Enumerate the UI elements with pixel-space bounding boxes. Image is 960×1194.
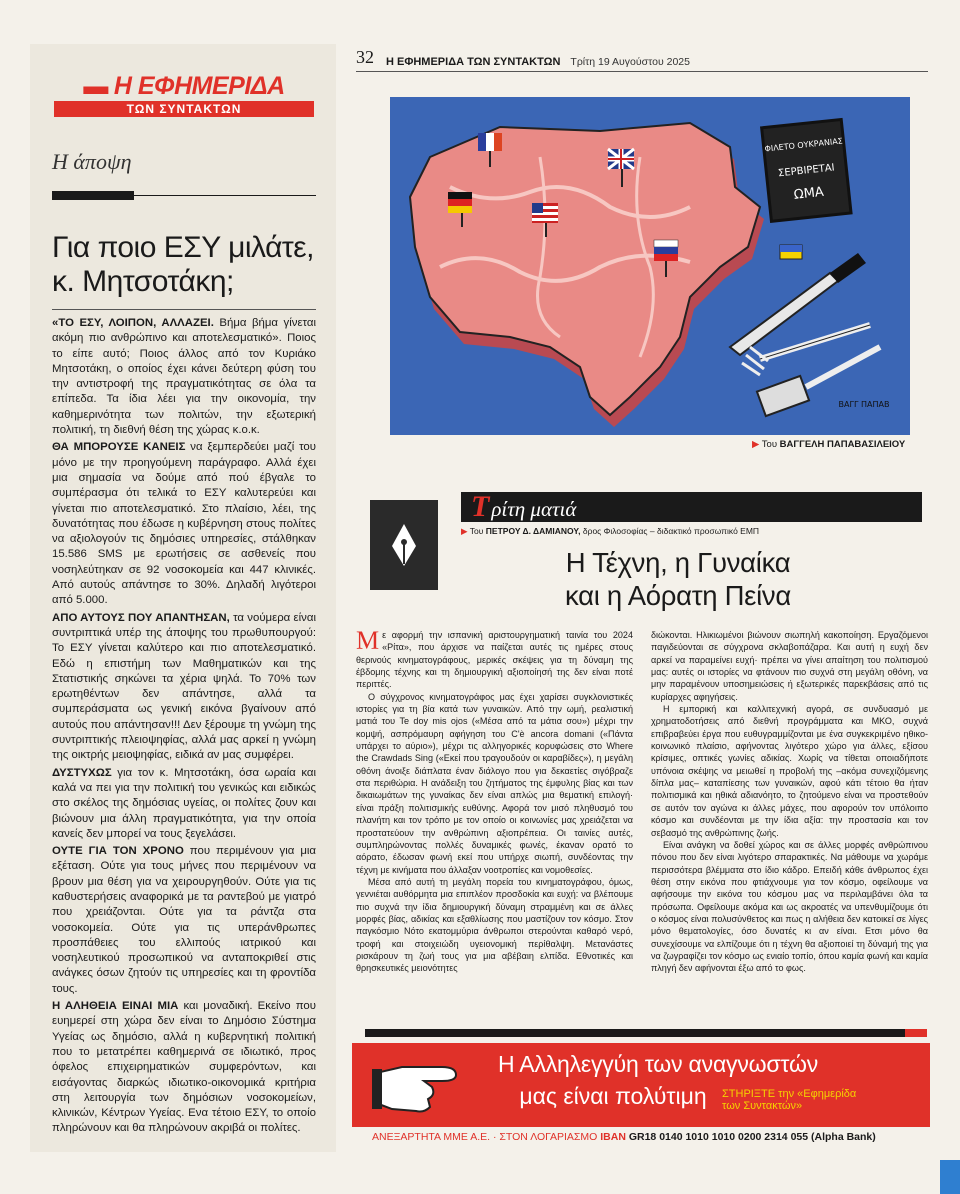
- paper-name: Η ΕΦΗΜΕΡΙΔΑ ΤΩΝ ΣΥΝΤΑΚΤΩΝ: [386, 56, 561, 68]
- article-paragraph: Με αφορμή την ισπανική αριστουργηματική ταινία του 2024 «Ρίτα», που άρχισε να παίζεται αυτές τις ημέρες στους θερινούς κινηματογράφους, μερικές σκέψεις για τη δύναμη της έβδομης τέχνης και τη δημιουργική αξιοποίησή της δεν είναι ποτέ περιττές.: [356, 626, 633, 690]
- drop-cap: Μ: [356, 626, 380, 655]
- page-header: [356, 48, 928, 72]
- cartoon: [390, 97, 910, 435]
- editorial-paragraph: ΑΠΟ ΑΥΤΟΥΣ ΠΟΥ ΑΠΑΝΤΗΣΑΝ, τα νούμερα είναι συντριπτικά υπέρ της άποψης του πρωθυπουργού: Το ΕΣΥ γίνεται καλύτερο και πιο αποτελεσματικό. Εδώ η επιστήμη των Μαθηματικών και της Στατιστικής σηκώνει τα χέρια ψηλά. Το 70% των ερωτηθέντων δεν απάντησε, αλλά τα συμπεράσματα ως γενική εικόνα βγαίνουν από αυτούς που απάντησαν!!! Δεν ξέρουμε τη γνώμη της συντριπτικής πλειοψηφίας, αλλά μας αρκεί η γνώμη της οικτρής μειοψηφίας, ειδικά αν μας συμφέρει.: [52, 611, 316, 762]
- newspaper-logo: ▬ Η ΕΦΗΜΕΡΙΔΑ ΤΩΝ ΣΥΝΤΑΚΤΩΝ: [52, 72, 316, 117]
- article-paragraph: Η εμπορική και καλλιτεχνική αγορά, σε συνδυασμό με χρηματοδοτήσεις από διεθνή προγράμματα και ΜΚΟ, συχνά επιβραβεύει έργα που ευθυγραμμίζονται με ένα συγκεκριμένο ηθικο-κοινωνικό πλαίσιο, αφήνοντας λιγότερο χώρο για άλλες, εξίσου κρίσιμες, οπτικές γωνίες αδικίας. Χωρίς να τίθεται οποιαδήποτε υπόνοια σκέψης να μειωθεί η προβολή της –ακόμα συνεχιζόμενης δίπλα μας– καταπίεσης των γυναικών, αφού κάτι τέτοιο θα ήταν πολιτισμικά και ηθικά αδιανόητο, το ζητούμενο είναι να προστεθούν σε αυτόν τον αγώνα κι άλλες μάχες, που αφορούν τον υπόλοιπο κόσμο και συνδέονται με την ίδια αξία: την προστασία και τον σεβασμό της ανθρώπινης ζωής.: [651, 704, 928, 838]
- logo-subtitle: ΤΩΝ ΣΥΝΤΑΚΤΩΝ: [54, 101, 314, 117]
- editorial-title-line1: Για ποιο ΕΣΥ μιλάτε,: [52, 231, 314, 264]
- article-body: [356, 626, 928, 975]
- pointing-hand-icon: [372, 1053, 482, 1123]
- cartoon-illustration: [390, 97, 910, 435]
- cartoonist-signature: ΒΑΓΓ ΠΑΠΑΒ: [838, 400, 890, 409]
- banner-title-line2: μας είναι πολύτιμη: [519, 1083, 707, 1109]
- banner-rule: [365, 1029, 927, 1037]
- article-paragraph: διώκονται. Ηλικιωμένοι βιώνουν σιωπηλή κακοποίηση. Εργαζόμενοι παγιδεύονται σε σύγχρονα σκλαβοπάζαρα. Και αυτή η ευχή δεν αρκεί να παραμείνει ευχή· πρέπει να γίνει απαίτηση του πολιτισμού μας: αυτές οι ιστορίες να φτάνουν πιο συχνά στη μεγάλη οθόνη, να μην παραμένουν υποσημειώσεις ή εξωτερικές παρεκβάσεις από τις κυρίαρχες αφηγήσεις.: [651, 630, 928, 702]
- editorial-title: [52, 231, 316, 299]
- cartoon-credit: ▶ Του ΒΑΓΓΕΛΗ ΠΑΠΑΒΑΣΙΛΕΙΟΥ: [752, 439, 906, 450]
- page-edge-marker: [940, 1160, 960, 1194]
- editorial-column: [30, 44, 336, 1152]
- banner-support-text: ΣΤΗΡΙΞΤΕ την «Εφημερίδα των Συντακτών»: [722, 1088, 857, 1112]
- menu-chalkboard: [762, 119, 851, 221]
- editorial-paragraph: ΟΥΤΕ ΓΙΑ ΤΟΝ ΧΡΟΝΟ που περιμένουν για μια εξέταση. Ούτε για τους μήνες που περιμένουν να βρουν μια θέση για να χειρουργηθούν. Ούτε για τις καθυστερήσεις αναφορικά με τα ραντεβού με γιατρό που χρειάζονται. Ούτε για τα ράντζα στα νοσοκομεία. Ούτε για τις υπεράνθρωπες προσπάθειες του ελλιπούς ιατρικού και νοσηλευτικού προσωπικού να ανταποκριθεί στις ανάγκες όσων ζητούν τις υπηρεσίες και τη φροντίδα τους.: [52, 845, 317, 995]
- svg-text:ΣΕΡΒΙΡΕΤΑΙ: ΣΕΡΒΙΡΕΤΑΙ: [777, 162, 836, 180]
- editorial-paragraph: ΘΑ ΜΠΟΡΟΥΣΕ ΚΑΝΕΙΣ να ξεμπερδεύει μαζί του μόνο με την προηγούμενη παράγραφο. Αλλά έχει μια σημασία να δούμε από πού έβγαλε το συμπέρασμα ότι τελικά το ΕΣΥ καλυτερεύει και γίνεται πιο αποτελεσματικό. Στο πλαίσιο, λέει, της δυνατότητας που έδωσε η κυβέρνηση στους πολίτες να αξιολογούν τις δημόσιες υπηρεσίες, στάλθηκαν 15.586 SMS με ερωτήσεις σε ασθενείς που νοσηλεύτηκαν σε 92 νοσοκομεία και 447 κλινικές. Από αυτούς απάντησε το 30%. Δηλαδή λιγότεροι από 5.000.: [52, 441, 316, 607]
- pen-nib-icon: [370, 500, 438, 590]
- svg-text:ΦΙΛΕΤΟ ΟΥΚΡΑΝΙΑΣ: ΦΙΛΕΤΟ ΟΥΚΡΑΝΙΑΣ: [764, 136, 844, 154]
- section-rule: [52, 191, 316, 201]
- solidarity-banner: [352, 1043, 930, 1127]
- knife-icon: [730, 253, 866, 355]
- section-label: Η άποψη: [52, 149, 132, 174]
- article-paragraph: Ο σύγχρονος κινηματογράφος μας έχει χαρίσει συγκλονιστικές ιστορίες για τη βία κατά των γυναικών. Από την ωμή, ρεαλιστική ματιά του Te doy mis ojos («Μέσα από τα μάτια σου») μέχρι την κομψή, ασπρόμαυρη αφήγηση του C'è ancora domani («Πάντα υπάρχει το αύριο»), μέχρι τις αλληγορικές κορυφώσεις στο Where the Crawdads Sing («Εκεί που τραγουδούν οι καραβίδες»), η μεγάλη οθόνη άνοιξε διάπλατα έναν διάλογο που για δεκαετίες σιγόβραζε στα περιθώρια. Η ανάδειξη του ζητήματος της έμφυλης βίας και των δικαιωμάτων της γυναίκας δεν είναι απλώς μια θεματική επιλογή· είναι πράξη πολιτισμικής ευθύνης. Αφορά τον μισό πληθυσμό του πλανήτη και τον τρόπο με τον οποίο οι κοινωνίες μας χρειάζεται να προστατεύουν την ανθρώπινη αξιοπρέπεια. Οι ταινίες αυτές, συμπληρώνοντας πολλές δυναμικές φωνές, έκαναν ορατό το αόρατο, έδωσαν φωνή εκεί που υπήρχε σιωπή, συνδέοντας την τέχνη με κινήματα που άλλαξαν νοοτροπίες και νομοθεσίες.: [356, 691, 633, 875]
- logo-title: Η ΕΦΗΜΕΡΙΔΑ: [113, 72, 285, 100]
- banner-title-line1: Η Αλληλεγγύη των αναγνωστών: [497, 1051, 819, 1077]
- article-column-1: [356, 626, 633, 975]
- article-paragraph: Είναι ανάγκη να δοθεί χώρος και σε άλλες μορφές ανθρώπινου πόνου που δεν είναι λιγότερο σπαρακτικές. Να μάθουμε να χωράμε περισσότερα βλέμματα στο ίδιο κάδρο. Επειδή κάθε άνθρωπος έχει θέση στην εικόνα που φτιάχνουμε για τον κόσμο, οφείλουμε να αφήσουμε την εικόνα του κόσμου μας να περιλαμβάνει όλα τα πρόσωπα. Οφείλουμε ακόμα και ως ακροατές να υπενθυμίζουμε ότι ο κόσμος είναι πολυσύνθετος και πως η αλήθεια δεν κατοικεί σε λίγες μόνο θεματολογίες, όσο δυνατές κι αν είναι. Ετσι μόνο θα συνεχίσουμε να ελπίζουμε ότι η τέχνη θα αξιοποιεί τη δύναμή της για να ζωγραφίζει τον κόσμο ως ενιαίο τοπίο, όπου καμία φωνή και καμία πληγή δεν αφήνονται έξω από το φως.: [651, 839, 928, 974]
- column-tag: Τρίτη ματιά: [461, 492, 922, 522]
- banner-footer: ΑΝΕΞΑΡΤΗΤΑ ΜΜΕ Α.Ε. · ΣΤΟΝ ΛΟΓΑΡΙΑΣΜΟ IBAN GR18 0140 1010 1010 0200 2314 055 (Alpha Bank): [372, 1131, 876, 1143]
- price-tag-icon: [780, 245, 802, 259]
- editorial-title-line2: κ. Μητσοτάκη;: [52, 265, 234, 298]
- article-byline: ▶ Του ΠΕΤΡΟΥ Δ. ΔΑΜΙΑΝΟΥ, δρος Φιλοσοφίας – διδακτικό προσωπικό ΕΜΠ: [461, 526, 760, 536]
- svg-text:ΩΜΑ: ΩΜΑ: [793, 184, 825, 203]
- editorial-body: [52, 316, 316, 1137]
- title-divider: [52, 309, 316, 310]
- article-headline: Η Τέχνη, η Γυναίκα και η Αόρατη Πείνα: [565, 547, 791, 611]
- article-paragraph: Μέσα από αυτή τη μεγάλη πορεία του κινηματογράφου, όμως, γεννιέται αυθόρμητα μια επιπλέον προσδοκία και ευχή: να βλέπουμε πιο συχνά την ίδια δημιουργική δύναμη στραμμένη και σε άλλες μορφές βίας, αδικίας και εξαθλίωσης που μαστίζουν τον κόσμο. Στον παγκόσμιο Νότο εκατομμύρια άνθρωποι στερούνται καθαρό νερό, τροφή και στοιχειώδη υγειονομική περίθαλψη. Μετανάστες ρισκάρουν τη ζωή τους για μια αβέβαιη ελπίδα. Εθνοτικές και θρησκευτικές μειονότητες: [356, 876, 633, 974]
- page-number: 32: [356, 47, 374, 67]
- editorial-paragraph: «ΤΟ ΕΣΥ, ΛΟΙΠΟΝ, ΑΛΛΑΖΕΙ. Βήμα βήμα γίνεται ακόμη πιο ανθρώπινο και αποτελεσματικό». Ποιος το είπε αυτό; Ποιος άλλος από τον Κυριάκο Μητσοτάκη, ο οποίος έχει κάνει δεύτερη φύση του την αντιστροφή της πραγματικότητας σε όλα τα επίπεδα. Τα ίδια λέει για την οικονομία, την καθημερινότητα των πολιτών, την εξωτερική πολιτική, τη διεθνή θέση της χώρας κ.ο.κ.: [52, 317, 316, 437]
- article-column-2: [651, 629, 928, 975]
- editorial-paragraph: Η ΑΛΗΘΕΙΑ ΕΙΝΑΙ ΜΙΑ και μοναδική. Εκείνο που ευημερεί στη χώρα δεν είναι το Δημόσιο Σύστημα Υγείας ως δημόσιο, αλλά η κυβερνητική πολιτική που το μετατρέπει καθημερινά σε ιδιωτικό, προς όφελος επιχειρηματικών συμφερόντων, και εισάγοντας διαρκώς ιδιωτικο-οικονομικά κριτήρια στη λειτουργία των δημόσιων νοσοκομείων, κλινικών, Κέντρων Υγείας. Ενα τέτοιο ΕΣΥ, το οποίο πληρώνουν και θα πληρώνουν ακριβά οι πολίτες.: [52, 1000, 316, 1135]
- editorial-paragraph: ΔΥΣΤΥΧΩΣ για τον κ. Μητσοτάκη, όσα ωραία και καλά να πει για την πολιτική του γενικώς και ειδικώς στο σκέλος της δημόσιας υγείας, οι πολίτες ζουν και βιώνουν μια άλλη πραγματικότητα, για την οποία κανείς δεν μπορεί να τους ξεγελάσει.: [52, 766, 316, 840]
- issue-date: Τρίτη 19 Αυγούστου 2025: [570, 56, 690, 68]
